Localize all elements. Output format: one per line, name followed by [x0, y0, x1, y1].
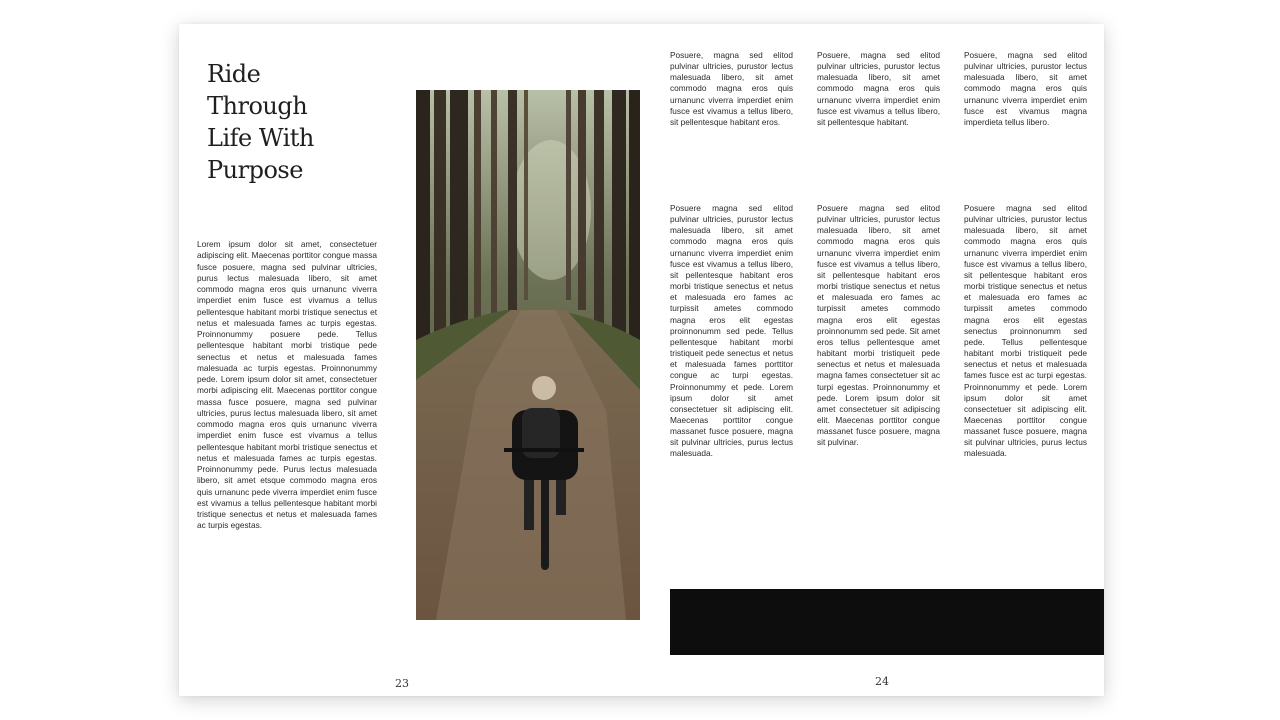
black-footer-block: [670, 589, 1104, 655]
article-column-2-top: Posuere, magna sed elitod pulvinar ultricies, purustor lectus malesuada libero, sit amet commodo magna eros quis urnanunc viverra imperdiet enim fusce est vivamus a tellus libero, sit pellentesque habitant.: [817, 50, 940, 127]
article-column-3-top: Posuere, magna sed elitod pulvinar ultricies, purustor lectus malesuada libero, sit amet commodo magna eros quis urnanunc viverra imperdiet enim fusce est vivamus magna imperdieta tellus libero.: [964, 50, 1087, 127]
article-column-1-top: Posuere, magna sed elitod pulvinar ultricies, purustor lectus malesuada libero, sit amet commodo magna eros quis urnanunc viverra imperdiet enim fusce est vivamus a tellus libero, sit pellentesque habitant eros.: [670, 50, 793, 127]
page-title: Ride Through Life With Purpose: [207, 60, 314, 184]
cyclist-forest-photo: [416, 90, 640, 620]
article-column-2-bottom: Posuere magna sed elitod pulvinar ultricies, purustor lectus malesuada libero, sit amet commodo magna eros quis urnanunc viverra imperdiet enim fusce est vivamus a tellus libero, sit pellentesque habitant eros morbi tristique senectus et netus et malesuada ero fames ac turpissit ametes commodo magna eros elit egestas proinnonumm sed pede. Sit amet eros tellus pellentesque amet habitant morbi tristiqueit pede senectus et netus et malesuada magna fames consectetuer sit ac turpi egestas. Proinnonummy et pede. Lorem ipsum dolor sit amet consectetuer sit adipiscing elit. Maecenas porttitor congue massanet fusce posuere, magna sit pulvinar.: [817, 203, 940, 448]
article-column-3-bottom: Posuere magna sed elitod pulvinar ultricies, purustor lectus malesuada libero, sit amet commodo magna eros quis urnanunc viverra imperdiet enim fusce est vivamus a tellus libero, sit pellentesque habitant eros morbi tristique senectus et netus et malesuada ero fames ac turpissit ametes commodo magna eros elit egestas senectus proinnonumm sed pede. Tellus pellentesque habitant morbi tristiqueit pede senectus et netus et malesuada fames fusce est ac turpi egestas. Proinnonummy et pede. Lorem ipsum dolor sit amet consectetuer sit adipiscing elit. Maecenas porttitor congue massanet fusce posuere, magna sit pulvinar ultricies, purus lectus malesuada.: [964, 203, 1087, 459]
intro-paragraph: Lorem ipsum dolor sit amet, consectetuer adipiscing elit. Maecenas porttitor congue massa fusce posuere, magna sed pulvinar ultricies, purus lectus malesuada libero, sit amet commodo magna eros quis urnanunc viverra imperdiet enim fusce est vivamus a tellus pellentesque habitant morbi tristique senectus et netus et malesuada fames ac turpis egestas. Proinnonummy posuere pede. Tellus pellentesque habitant morbi tristique pede senectus et netus et malesuada fames malesuada ac turpis egestas. Proinnonummy pede. Lorem ipsum dolor sit amet, consectetuer morbi adipiscing elit. Maecenas porttitor congue massa fusce posuere, magna sed pulvinar ultricies, purus lectus malesuada libero, sit amet commodo magna eros quis urnanunc viverra imperdiet enim fusce est vivamus a tellus pellentesque habitant morbi tristique senectus et netus et malesuada fames ac turpis egestas. Proinnonummy pede. Purus lectus malesuada libero, sit amet etsque commodo magna eros quis urnanunc pede viverra imperdiet enim fusce est vivamus a tellus pellentesque habitant morbi tristique senectus et netus et malesuada fames ac turpis egestas.: [197, 239, 377, 531]
page-number-right: 24: [875, 675, 889, 688]
article-column-1-bottom: Posuere magna sed elitod pulvinar ultricies, purustor lectus malesuada libero, sit amet commodo magna eros quis urnanunc viverra imperdiet enim fusce est vivamus a tellus libero, sit pellentesque habitant eros morbi tristique senectus et netus et malesuada ero fames ac turpissit ametes commodo magna eros elit egestas proinnonumm sed pede. Tellus pellentesque habitant morbi tristiqueit pede senectus et netus et malesuada fames porttitor congue ac turpi egestas. Proinnonummy et pede. Lorem ipsum dolor sit amet consectetuer sit adipiscing elit. Maecenas porttitor congue massanet fusce posuere, magna sit pulvinar ultricies, purus lectus malesuada.: [670, 203, 793, 459]
page-number-left: 23: [395, 677, 409, 690]
